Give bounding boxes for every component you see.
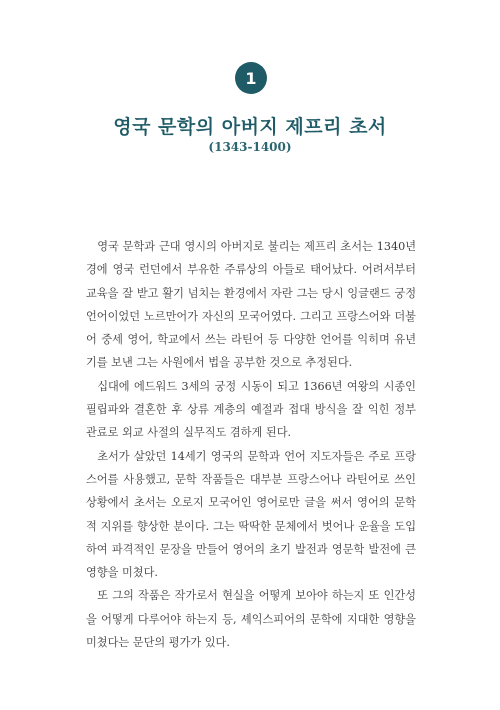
chapter-number-badge (235, 62, 267, 94)
paragraph: 십대에 에드워드 3세의 궁정 시동이 되고 1366년 여왕의 시종인 필립파와 결혼한 후 상류 계층의 예절과 접대 방식을 잘 익힌 정부 관료로 외교 사절의 실무직도 겸하게 된다. (86, 379, 416, 440)
chapter-years: (1343-1400) (208, 140, 292, 154)
body-text (86, 235, 416, 654)
paragraph: 영국 문학과 근대 영시의 아버지로 불리는 제프리 초서는 1340년경에 영국 런던에서 부유한 주류상의 아들로 태어났다. 어려서부터 교육을 잘 받고 활기 넘치는 환경에서 자란 그는 당시 잉글랜드 궁정 언어이었던 노르만어가 자신의 모국어였다. 그리고 프랑스어와 더불어 중세 영어, 학교에서 쓰는 라틴어 등 다양한 언어를 익히며 유년기를 보낸 그는 사원에서 법을 공부한 것으로 추정된다. (86, 240, 416, 370)
chapter-number: 1 (245, 68, 257, 88)
paragraph: 또 그의 작품은 작가로서 현실을 어떻게 보아야 하는지 또 인간성을 어떻게 다루어야 하는지 등, 셰익스피어의 문학에 지대한 영향을 미쳤다는 문단의 평가가 있다. (86, 589, 416, 650)
chapter-title: 영국 문학의 아버지 제프리 초서 (113, 116, 387, 138)
paragraph: 초서가 살았던 14세기 영국의 문학과 언어 지도자들은 주로 프랑스어를 사용했고, 문학 작품들은 대부분 프랑스어나 라틴어로 쓰인 상황에서 초서는 오로지 모국어인 영어로만 글을 써서 영어의 문학적 지위를 향상한 분이다. 그는 딱딱한 문체에서 벗어나 운율을 도입하여 파격적인 문장을 만들어 영어의 초기 발전과 영문학 발전에 큰 영향을 미쳤다. (86, 449, 416, 580)
